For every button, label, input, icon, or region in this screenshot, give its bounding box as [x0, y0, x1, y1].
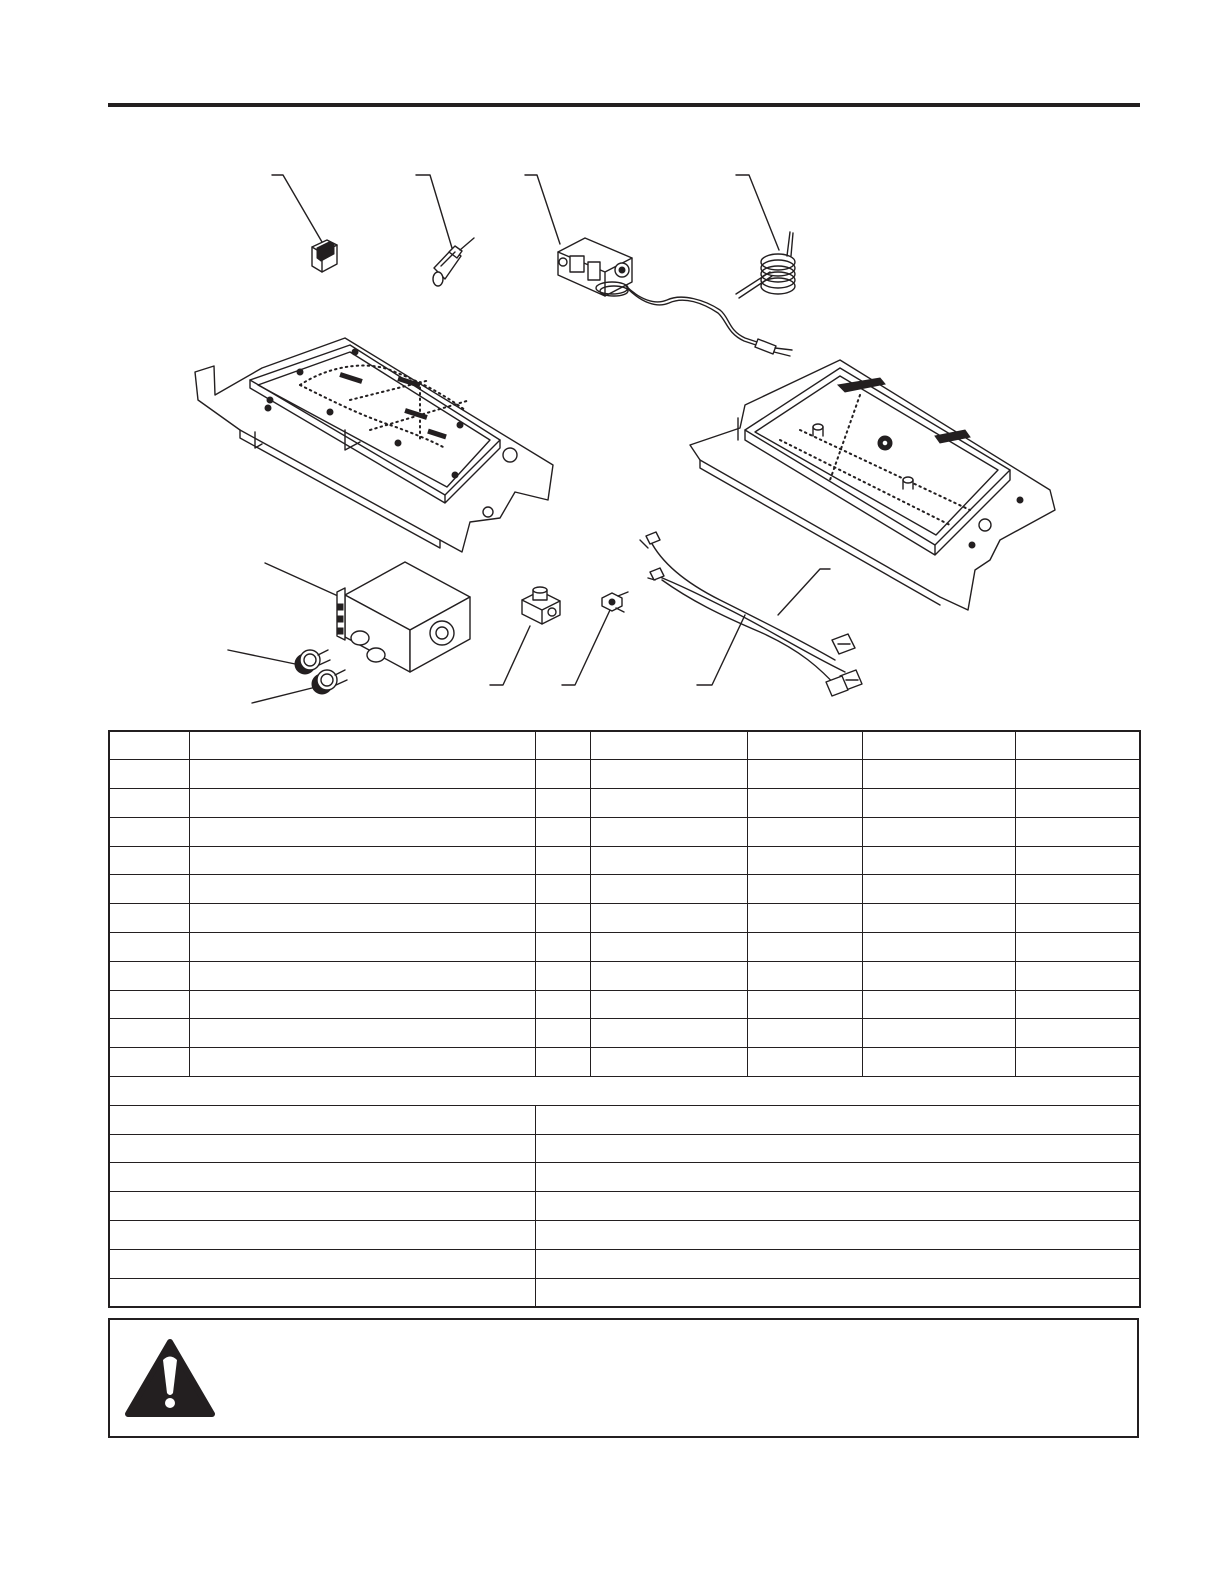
table-row [109, 760, 1140, 789]
table-header-row [109, 731, 1140, 760]
table-cell [1015, 1019, 1140, 1048]
spec-value-cell [535, 1163, 1140, 1192]
table-cell [189, 990, 535, 1019]
table-row [109, 875, 1140, 904]
table-cell [862, 1019, 1015, 1048]
leader-line [272, 175, 322, 242]
parts-table-body [109, 731, 1140, 1307]
table-cell [535, 1048, 590, 1077]
table-note-cell [109, 1077, 1140, 1106]
table-cell [590, 817, 747, 846]
table-row [109, 990, 1140, 1019]
table-cell [189, 961, 535, 990]
gas-valve-illustration [558, 238, 792, 356]
table-header-cell [1015, 731, 1140, 760]
spec-row [109, 1134, 1140, 1163]
spec-row [109, 1163, 1140, 1192]
warning-text [240, 1340, 1117, 1416]
table-cell [535, 961, 590, 990]
table-header-cell [109, 731, 189, 760]
table-cell [747, 933, 862, 962]
table-cell [862, 846, 1015, 875]
table-row [109, 789, 1140, 818]
leader-line [252, 686, 320, 703]
leader-line [228, 650, 300, 665]
table-cell [189, 760, 535, 789]
table-cell [862, 961, 1015, 990]
spec-label-cell [109, 1105, 535, 1134]
leader-line [416, 175, 452, 248]
leader-line [525, 175, 560, 244]
table-cell [747, 1019, 862, 1048]
table-cell [590, 961, 747, 990]
leader-line [778, 569, 830, 615]
spec-value-cell [535, 1105, 1140, 1134]
table-cell [1015, 817, 1140, 846]
table-cell [109, 760, 189, 789]
wire-harness-illustration [640, 532, 862, 696]
table-cell [747, 817, 862, 846]
table-cell [862, 990, 1015, 1019]
table-cell [590, 933, 747, 962]
table-header-cell [590, 731, 747, 760]
table-row [109, 904, 1140, 933]
leader-line [736, 175, 779, 250]
table-row [109, 846, 1140, 875]
table-cell [535, 1019, 590, 1048]
spec-value-cell [535, 1249, 1140, 1278]
table-note-row [109, 1077, 1140, 1106]
table-cell [590, 904, 747, 933]
table-cell [590, 846, 747, 875]
table-cell [189, 817, 535, 846]
table-cell [862, 1048, 1015, 1077]
table-cell [1015, 933, 1140, 962]
table-header-cell [535, 731, 590, 760]
spec-label-cell [109, 1278, 535, 1307]
parts-list-table [108, 730, 1141, 1308]
table-cell [535, 990, 590, 1019]
table-cell [590, 875, 747, 904]
spec-label-cell [109, 1221, 535, 1250]
table-cell [109, 789, 189, 818]
spec-label-cell [109, 1134, 535, 1163]
igniter-illustration [433, 238, 474, 286]
table-cell [747, 760, 862, 789]
table-cell [109, 904, 189, 933]
table-cell [1015, 1048, 1140, 1077]
leader-line [490, 626, 530, 685]
table-cell [109, 846, 189, 875]
table-cell [109, 990, 189, 1019]
table-row [109, 961, 1140, 990]
table-cell [535, 789, 590, 818]
spec-value-cell [535, 1192, 1140, 1221]
spec-label-cell [109, 1192, 535, 1221]
elbow-fitting-illustration [602, 592, 628, 612]
table-cell [590, 789, 747, 818]
table-cell [109, 933, 189, 962]
spec-label-cell [109, 1249, 535, 1278]
table-cell [109, 817, 189, 846]
table-cell [1015, 961, 1140, 990]
table-cell [1015, 846, 1140, 875]
control-knobs-illustration [295, 650, 347, 694]
table-cell [747, 904, 862, 933]
table-cell [109, 875, 189, 904]
leader-line [265, 563, 338, 596]
table-row [109, 817, 1140, 846]
table-cell [535, 933, 590, 962]
table-row [109, 1048, 1140, 1077]
parts-diagram [0, 0, 1225, 720]
valve-block-illustration [337, 562, 470, 672]
spec-label-cell [109, 1163, 535, 1192]
table-cell [535, 760, 590, 789]
table-cell [535, 904, 590, 933]
table-cell [862, 904, 1015, 933]
table-cell [590, 760, 747, 789]
leader-line [562, 610, 610, 685]
table-cell [189, 933, 535, 962]
table-cell [109, 961, 189, 990]
table-cell [1015, 760, 1140, 789]
spec-row [109, 1221, 1140, 1250]
table-cell [862, 817, 1015, 846]
table-row [109, 1019, 1140, 1048]
coiled-tube-illustration [736, 232, 795, 298]
spec-row [109, 1278, 1140, 1307]
table-cell [862, 875, 1015, 904]
table-cell [189, 1048, 535, 1077]
left-burner-tray-illustration [195, 338, 553, 552]
warning-box [108, 1318, 1139, 1438]
table-cell [189, 846, 535, 875]
table-cell [1015, 904, 1140, 933]
spec-row [109, 1105, 1140, 1134]
right-burner-tray-illustration [690, 360, 1055, 610]
table-header-cell [862, 731, 1015, 760]
table-cell [535, 817, 590, 846]
table-header-cell [747, 731, 862, 760]
table-cell [747, 961, 862, 990]
table-cell [189, 875, 535, 904]
table-cell [109, 1019, 189, 1048]
table-cell [109, 1048, 189, 1077]
table-cell [189, 789, 535, 818]
table-cell [590, 990, 747, 1019]
table-cell [535, 875, 590, 904]
table-cell [747, 990, 862, 1019]
spec-row [109, 1192, 1140, 1221]
table-cell [747, 875, 862, 904]
table-cell [862, 933, 1015, 962]
table-header-cell [189, 731, 535, 760]
spec-value-cell [535, 1278, 1140, 1307]
table-cell [189, 904, 535, 933]
table-cell [1015, 789, 1140, 818]
table-row [109, 933, 1140, 962]
table-cell [1015, 875, 1140, 904]
spec-value-cell [535, 1221, 1140, 1250]
table-cell [862, 789, 1015, 818]
fitting-illustration [522, 587, 560, 624]
spec-row [109, 1249, 1140, 1278]
table-cell [747, 1048, 862, 1077]
table-cell [535, 846, 590, 875]
table-cell [862, 760, 1015, 789]
leader-line [697, 615, 745, 685]
table-cell [590, 1019, 747, 1048]
table-cell [189, 1019, 535, 1048]
table-cell [590, 1048, 747, 1077]
table-cell [1015, 990, 1140, 1019]
table-cell [747, 846, 862, 875]
table-cell [747, 789, 862, 818]
rocker-switch-illustration [312, 240, 337, 272]
warning-triangle-icon [125, 1338, 215, 1418]
spec-value-cell [535, 1134, 1140, 1163]
